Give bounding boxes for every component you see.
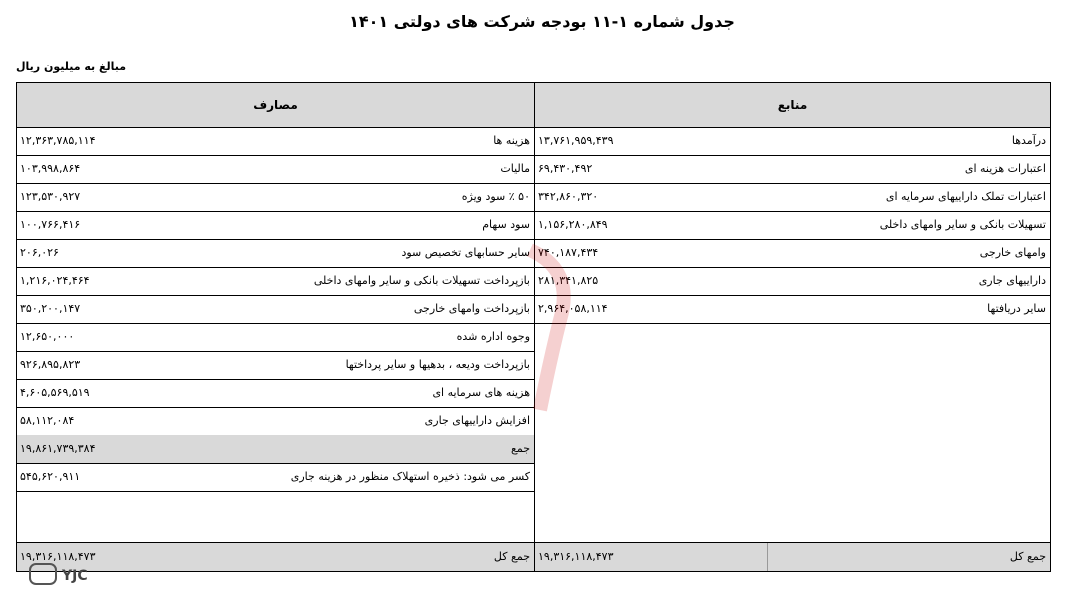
table-row [535,127,1050,156]
table-row [17,211,534,240]
row-value: ۱۰۳,۹۹۸,۸۶۴ [20,162,81,175]
table-row [17,379,534,408]
row-label: بازپرداخت وامهای خارجی [413,302,530,315]
row-label: سایر حسابهای تخصیص سود [401,246,530,259]
row-value: ۹۲۶,۸۹۵,۸۲۳ [20,358,81,371]
total-label: جمع کل [493,550,530,563]
table-row [535,155,1050,184]
table-row [17,127,534,156]
row-label: اعتبارات تملک داراییهای سرمایه ای [885,190,1046,203]
row-label: هزینه ها [493,134,530,147]
watermark-icon [520,240,580,420]
row-label: سود سهام [482,218,530,231]
table-row [17,435,534,464]
table-row [535,211,1050,240]
row-label: درآمدها [1011,134,1046,147]
logo-text: YJC [62,568,88,584]
resources-header: منابع [535,83,1050,128]
row-value: ۴,۶۰۵,۵۶۹,۵۱۹ [20,386,90,399]
row-label: جمع [510,442,530,455]
row-label: افزایش داراییهای جاری [424,414,530,427]
row-value: ۵۴۵,۶۲۰,۹۱۱ [20,470,81,483]
row-value: ۱۹,۸۶۱,۷۳۹,۳۸۴ [20,442,96,455]
expenditures-header: مصارف [17,83,534,128]
row-value: ۵۸,۱۱۲,۰۸۴ [20,414,75,427]
table-row [535,267,1050,296]
table-row [17,183,534,212]
row-value: ۲,۹۶۴,۰۵۸,۱۱۴ [538,302,608,315]
row-value: ۱,۱۵۶,۲۸۰,۸۴۹ [538,218,608,231]
yjc-logo-icon [28,560,118,588]
row-label: بازپرداخت ودیعه ، بدهیها و سایر پرداختها [345,358,530,371]
table-row [17,155,534,184]
row-value: ۱۲,۶۵۰,۰۰۰ [20,330,75,343]
row-label: اعتبارات هزینه ای [964,162,1046,175]
row-label: بازپرداخت تسهیلات بانکی و سایر وامهای داخلی [313,274,530,287]
row-label: سایر دریافتها [987,302,1046,315]
row-value: ۳۴۲,۸۶۰,۳۲۰ [538,190,599,203]
row-value: ۶۹,۴۳۰,۴۹۲ [538,162,593,175]
total-value: ۱۹,۳۱۶,۱۱۸,۴۷۳ [538,550,614,563]
row-label: وجوه اداره شده [456,330,530,343]
table-row [17,323,534,352]
row-value: ۲۸۱,۳۴۱,۸۲۵ [538,274,599,287]
expenditures-section [17,83,535,571]
row-value: ۱۲۳,۵۳۰,۹۲۷ [20,190,81,203]
table-row [17,267,534,296]
row-label: ۵۰ ٪ سود ویژه [461,190,530,203]
resources-total-row [535,542,1050,571]
table-row [17,463,534,492]
row-value: ۲۰۶,۰۲۶ [20,246,59,259]
row-label: هزینه های سرمایه ای [432,386,530,399]
table-row [17,351,534,380]
total-label: جمع کل [1009,550,1046,563]
row-label: تسهیلات بانکی و سایر وامهای داخلی [879,218,1046,231]
total-value: ۱۹,۳۱۶,۱۱۸,۴۷۳ [20,550,96,563]
row-value: ۱۳,۷۶۱,۹۵۹,۴۳۹ [538,134,614,147]
resources-section [535,83,1050,571]
row-value: ۱,۲۱۶,۰۲۴,۴۶۴ [20,274,90,287]
row-label: مالیات [500,162,530,175]
row-value: ۷۴۰,۱۸۷,۴۳۴ [538,246,599,259]
row-value: ۳۵۰,۲۰۰,۱۴۷ [20,302,81,315]
table-row [535,295,1050,324]
table-row [535,183,1050,212]
total-divider [767,543,768,571]
row-label: کسر می شود: ذخیره استهلاک منظور در هزینه جاری [290,470,530,483]
table-row [17,295,534,324]
row-label: داراییهای جاری [978,274,1046,287]
row-value: ۱۰۰,۷۶۶,۴۱۶ [20,218,81,231]
page-title: جدول شماره ۱-۱۱ بودجه شرکت های دولتی ۱۴۰۱ [349,12,735,31]
table-row [535,239,1050,268]
table-row [17,239,534,268]
table-row [17,407,534,436]
row-label: وامهای خارجی [979,246,1046,259]
unit-note: مبالغ به میلیون ریال [16,60,127,73]
row-value: ۱۲,۳۶۳,۷۸۵,۱۱۴ [20,134,96,147]
